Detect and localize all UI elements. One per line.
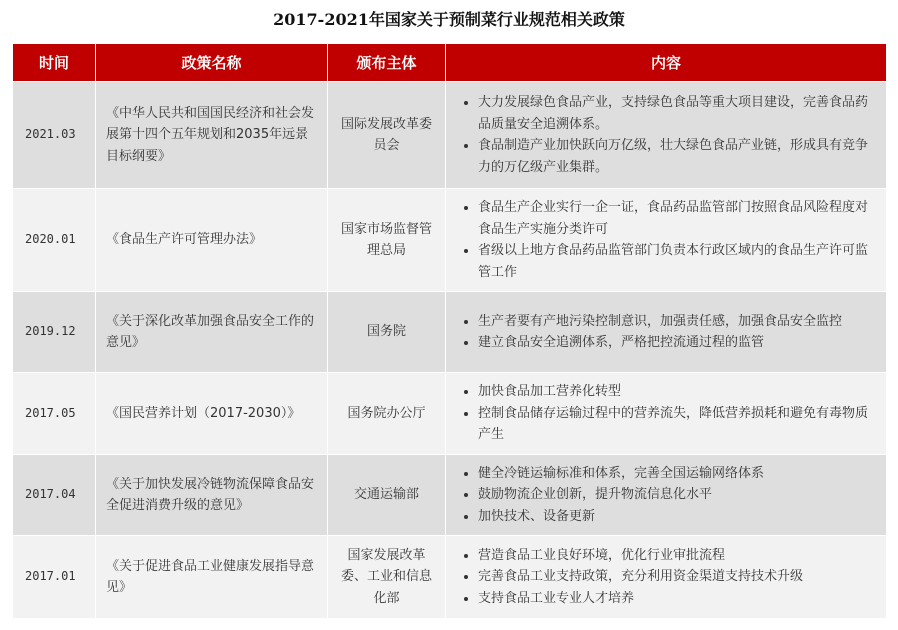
- cell-time: 2020.01: [13, 189, 96, 292]
- content-bullet: 鼓励物流企业创新，提升物流信息化水平: [478, 484, 878, 506]
- content-bullet: 加快食品加工营养化转型: [478, 381, 878, 403]
- header-issuer: 颁布主体: [328, 44, 446, 82]
- policy-table: [12, 43, 887, 619]
- cell-policy-name: 《关于促进食品工业健康发展指导意见》: [96, 536, 328, 619]
- table-row: [13, 189, 887, 292]
- cell-time: 2019.12: [13, 292, 96, 373]
- cell-time: 2021.03: [13, 82, 96, 189]
- cell-content: [446, 373, 887, 455]
- page-title: 2017-2021年国家关于预制菜行业规范相关政策: [273, 10, 625, 29]
- cell-time: 2017.05: [13, 373, 96, 455]
- table-row: [13, 536, 887, 619]
- cell-policy-name: 《关于加快发展冷链物流保障食品安全促进消费升级的意见》: [96, 455, 328, 536]
- header-time: 时间: [13, 44, 96, 82]
- content-bullet: 食品制造产业加快跃向万亿级，壮大绿色食品产业链，形成具有竞争力的万亿级产业集群。: [478, 135, 878, 178]
- content-bullet: 营造食品工业良好环境，优化行业审批流程: [478, 545, 878, 567]
- cell-policy-name: 《国民营养计划（2017-2030）》: [96, 373, 328, 455]
- content-bullet: 生产者要有产地污染控制意识，加强责任感，加强食品安全监控: [478, 311, 878, 333]
- cell-issuer: 国家市场监督管理总局: [328, 189, 446, 292]
- header-policy-name: 政策名称: [96, 44, 328, 82]
- header-content: 内容: [446, 44, 887, 82]
- cell-issuer: 国家发展改革委、工业和信息化部: [328, 536, 446, 619]
- content-bullet: 食品生产企业实行一企一证，食品药品监管部门按照食品风险程度对食品生产实施分类许可: [478, 197, 878, 240]
- cell-content: [446, 82, 887, 189]
- cell-time: 2017.01: [13, 536, 96, 619]
- cell-policy-name: 《中华人民共和国国民经济和社会发展第十四个五年规划和2035年远景目标纲要》: [96, 82, 328, 189]
- content-bullet: 大力发展绿色食品产业，支持绿色食品等重大项目建设，完善食品药品质量安全追溯体系。: [478, 92, 878, 135]
- cell-issuer: 国务院: [328, 292, 446, 373]
- cell-content: [446, 536, 887, 619]
- content-bullet: 健全冷链运输标准和体系，完善全国运输网络体系: [478, 463, 878, 485]
- cell-issuer: 国务院办公厅: [328, 373, 446, 455]
- table-row: [13, 455, 887, 536]
- content-bullet: 省级以上地方食品药品监管部门负责本行政区域内的食品生产许可监管工作: [478, 240, 878, 283]
- cell-policy-name: 《食品生产许可管理办法》: [96, 189, 328, 292]
- table-row: [13, 82, 887, 189]
- content-bullet: 完善食品工业支持政策，充分利用资金渠道支持技术升级: [478, 566, 878, 588]
- content-bullet: 支持食品工业专业人才培养: [478, 588, 878, 610]
- content-bullet: 控制食品储存运输过程中的营养流失，降低营养损耗和避免有毒物质产生: [478, 403, 878, 446]
- content-bullet: 加快技术、设备更新: [478, 506, 878, 528]
- table-header-row: [13, 44, 887, 82]
- cell-issuer: 国际发展改革委员会: [328, 82, 446, 189]
- cell-content: [446, 189, 887, 292]
- cell-time: 2017.04: [13, 455, 96, 536]
- table-row: [13, 292, 887, 373]
- content-bullet: 建立食品安全追溯体系，严格把控流通过程的监管: [478, 332, 878, 354]
- cell-policy-name: 《关于深化改革加强食品安全工作的意见》: [96, 292, 328, 373]
- cell-content: [446, 292, 887, 373]
- table-row: [13, 373, 887, 455]
- cell-content: [446, 455, 887, 536]
- cell-issuer: 交通运输部: [328, 455, 446, 536]
